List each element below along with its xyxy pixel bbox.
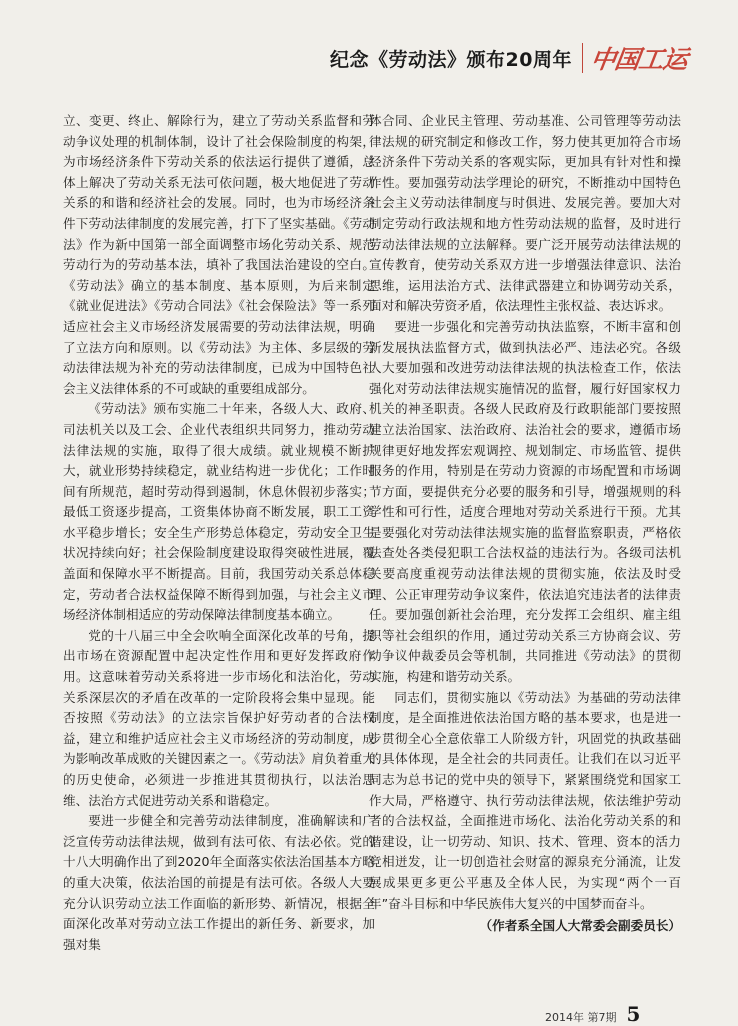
paragraph: 《劳动法》颁布实施二十年来，各级人大、政府、司法机关以及工会、企业代表组织共同努力，推动劳动法律法规的实施，取得了很大成绩。就业规模不断扩大，就业形势持续稳定，就业结构进一步优化；工作时间有所规范，超时劳动得到遏制，休息休假初步落实；最低工资逐步提高，工资集体协商不断发展，职工工资水平稳步增长；安全生产形势总体稳定，劳动安全卫生状况持续向好；社会保险制度建设取得突破性进展，覆盖面和保障水平不断提高。目前，我国劳动关系总体稳定，劳动者合法权益保障不断得到加强，与社会主义市场经济体制相适应的劳动保障法律制度基本确立。: [63, 401, 375, 623]
paragraph: 党的十八届三中全会吹响全面深化改革的号角，提出市场在资源配置中起决定性作用和更好发挥政府作用。这意味着劳动关系将进一步市场化和法治化，劳动关系深层次的矛盾在改革的一定阶段将会集中显现。能否按照《劳动法》的立法宗旨保护好劳动者的合法权益，建立和维护适应社会主义市场经济的劳动制度，成为影响改革成败的关键因素之一。《劳动法》肩负着重大的历史使命，必须进一步推进其贯彻执行，以法治思维、法治方式促进劳动关系和谐稳定。: [63, 627, 375, 808]
left-column: [63, 111, 375, 955]
section-title: 纪念《劳动法》颁布20周年: [330, 48, 572, 71]
author-byline: （作者系全国人大常委会副委员长）: [479, 918, 681, 934]
paragraph: 同志们，贯彻实施以《劳动法》为基础的劳动法律制度，是全面推进依法治国方略的基本要求，也是进一步贯彻全心全意依靠工人阶级方针，巩固党的执政基础的具体体现，是全社会的共同责任。让我们在以习近平同志为总书记的党中央的领导下，紧紧围绕党和国家工作大局，严格遵守、执行劳动法律法规，依法维护劳动者的合法权益，全面推进市场化、法治化劳动关系的和谐建设，让一切劳动、知识、技术、管理、资本的活力竞相迸发，让一切创造社会财富的源泉充分涌流，让发展成果更多更公平惠及全体人民，为实现“两个一百年”奋斗目标和中华民族伟大复兴的中国梦而奋斗。: [369, 689, 681, 911]
issue-label: 2014年 第7期: [545, 1011, 617, 1024]
paragraph: 体合同、企业民主管理、劳动基准、公司管理等劳动法律法规的研究制定和修改工作，努力使其更加符合市场经济条件下劳动关系的客观实际，更加具有针对性和操作性。要加强劳动法学理论的研究，不断推动中国特色社会主义劳动法律制度与时俱进、发展完善。要加大对制定劳动行政法规和地方性劳动法规的监督，及时进行劳动法律法规的立法解释。要广泛开展劳动法律法规的宣传教育，使劳动关系双方进一步增强法律意识、法治思维，运用法治方式、法律武器建立和协调劳动关系，面对和解决劳资矛盾，依法理性主张权益、表达诉求。: [369, 113, 681, 314]
page-footer: [545, 1002, 640, 1026]
right-column: [369, 111, 681, 937]
page-header: [330, 38, 710, 78]
magazine-logo: 中国工运: [588, 45, 689, 74]
paragraph: 立、变更、终止、解除行为，建立了劳动关系监督和劳动争议处理的机制体制，设计了社会保险制度的构架，为市场经济条件下劳动关系的依法运行提供了遵循，总体上解决了劳动关系无法可依问题，极大地促进了劳动关系的和谐和经济社会的发展。同时，也为市场经济条件下劳动法律制度的发展完善，打下了坚实基础。《劳动法》作为新中国第一部全面调整市场化劳动关系、规范劳动行为的劳动基本法，填补了我国法治建设的空白。《劳动法》确立的基本制度、基本原则，为后来制定《就业促进法》《劳动合同法》《社会保险法》等一系列适应社会主义市场经济发展需要的劳动法律法规，明确了立法方向和原则。以《劳动法》为主体、多层级的劳动法律法规为补充的劳动法律制度，已成为中国特色社会主义法律体系的不可或缺的重要组成部分。: [63, 113, 375, 396]
page-number: 5: [626, 1002, 641, 1026]
paragraph: 要进一步强化和完善劳动执法监察，不断丰富和创新发展执法监督方式，做到执法必严、违法必究。各级人大要加强和改进劳动法律法规的执法检查工作，依法强化对劳动法律法规实施情况的监督，履行好国家权力机关的神圣职责。各级人民政府及行政职能部门要按照建立法治国家、法治政府、法治社会的要求，遵循市场规律更好地发挥宏观调控、规划制定、市场监管、提供服务的作用，特别是在劳动力资源的市场配置和市场调节方面，要提供充分必要的服务和引导，增强规则的科学性和可行性，适度合理地对劳动关系进行干预。尤其是要强化对劳动法律法规实施的监督监察职责，严格依法查处各类侵犯职工合法权益的违法行为。各级司法机关要高度重视劳动法律法规的贯彻实施，依法及时受理、公正审理劳动争议案件，依法追究违法者的法律责任。要加强创新社会治理，充分发挥工会组织、雇主组织等社会组织的作用，通过劳动关系三方协商会议、劳动争议仲裁委员会等机制，共同推进《劳动法》的贯彻实施，构建和谐劳动关系。: [369, 318, 681, 685]
paragraph: 要进一步健全和完善劳动法律制度，准确解读和广泛宣传劳动法律法规，做到有法可依、有法必依。党的十八大明确作出了到2020年全面落实依法治国基本方略的重大决策，依法治国的前提是有法可依。各级人大要充分认识劳动立法工作面临的新形势、新情况，根据全面深化改革对劳动立法工作提出的新任务、新要求，加强对集: [63, 813, 375, 952]
header-divider: [582, 43, 583, 73]
